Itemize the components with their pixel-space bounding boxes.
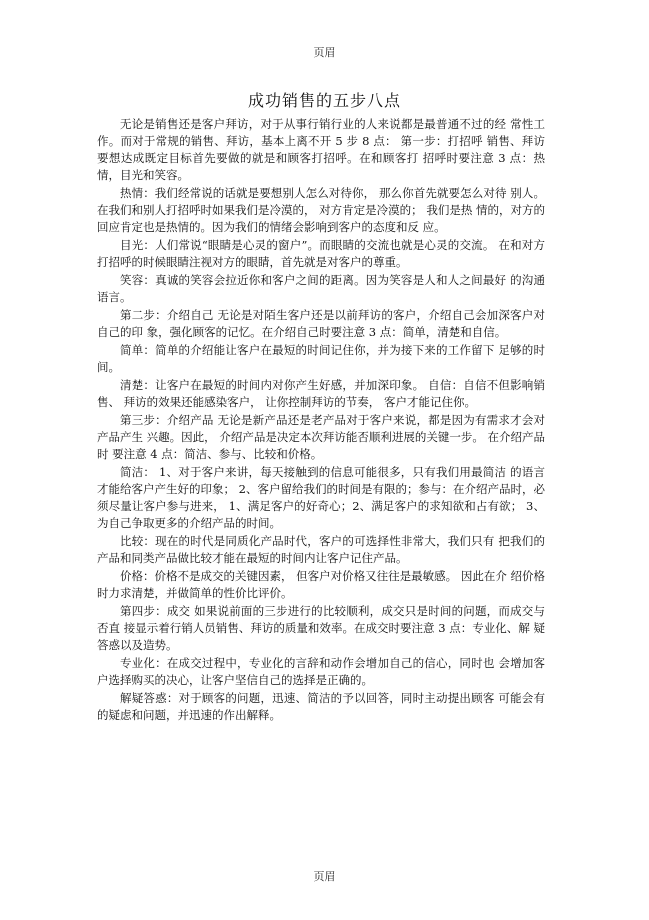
paragraph-smile: 笑容：真诚的笑容会拉近你和客户之间的距离。因为笑容是人和人之间最好 的沟通语言。 — [97, 273, 545, 304]
paragraph-concise-participation: 简洁： 1、对于客户来讲，每天接触到的信息可能很多，只有我们用最简洁 的语言才能给客户产生好的印象； 2、客户留给我们的时间是有限的；参与：在介绍产品时，必须尽量让客户参与进来， 1、满足客户的好奇心；2、满足客户的求知欲和占有欲； 3、为自己争取更多的介绍产品的时间。 — [97, 465, 545, 530]
paragraph-answer-questions: 解疑答惑：对于顾客的问题，迅速、简洁的予以回答，同时主动提出顾客 可能会有的疑虑和问题，并迅速的作出解释。 — [97, 691, 545, 722]
paragraph-simple: 简单：简单的介绍能让客户在最短的时间记住你，并为接下来的工作留下 足够的时间。 — [97, 343, 545, 374]
document-body — [97, 116, 545, 724]
paragraph-eye-contact: 目光：人们常说“眼睛是心灵的窗户”。而眼睛的交流也就是心灵的交流。 在和对方打招呼的时候眼睛注视对方的眼睛，首先就是对客户的尊重。 — [97, 238, 545, 269]
paragraph-intro: 无论是销售还是客户拜访，对于从事行销行业的人来说都是最普通不过的经 常性工作。而对于常规的销售、拜访，基本上离不开 5 步 8 点： 第一步：打招呼 销售、拜访要想达成既定目标首先要做的就是和顾客打招呼。在和顾客打 招呼时要注意 3 点：热情，目光和笑容。 — [97, 117, 545, 182]
paragraph-enthusiasm: 热情：我们经常说的话就是要想别人怎么对待你， 那么你首先就要怎么对待 别人。在我们和别人打招呼时如果我们是冷漠的， 对方肯定是冷漠的； 我们是热 情的，对方的回应肯定也是热情的。因为我们的情绪会影响到客户的态度和反 应。 — [97, 186, 545, 234]
paragraph-price: 价格：价格不是成交的关键因素， 但客户对价格又往往是最敏感。 因此在介 绍价格时力求清楚，并做简单的性价比评价。 — [97, 569, 545, 600]
paragraph-step-four: 第四步：成交 如果说前面的三步进行的比较顺利，成交只是时间的问题，而成交与否直 接显示着行销人员销售、拜访的质量和效率。在成交时要注意 3 点：专业化、解 疑答惑以及造势。 — [97, 604, 545, 652]
paragraph-clear-confident: 清楚：让客户在最短的时间内对你产生好感，并加深印象。 自信：自信不但影响销售、 拜访的效果还能感染客户， 让你控制拜访的节奏， 客户才能记住你。 — [97, 378, 545, 409]
page-header: 页眉 — [313, 46, 336, 59]
paragraph-comparison: 比较：现在的时代是同质化产品时代，客户的可选择性非常大，我们只有 把我们的产品和同类产品做比较才能在最短的时间内让客户记住产品。 — [97, 534, 545, 565]
document-title: 成功销售的五步八点 — [247, 91, 401, 110]
page-footer: 页眉 — [313, 870, 336, 883]
paragraph-step-two: 第二步：介绍自己 无论是对陌生客户还是以前拜访的客户，介绍自己会加深客户对自己的印 象，强化顾客的记忆。在介绍自己时要注意 3 点：简单，清楚和自信。 — [97, 308, 545, 339]
paragraph-professionalism: 专业化：在成交过程中，专业化的言辞和动作会增加自己的信心，同时也 会增加客户选择购买的决心，让客户坚信自己的选择是正确的。 — [97, 656, 545, 687]
paragraph-step-three: 第三步：介绍产品 无论是新产品还是老产品对于客户来说，都是因为有需求才会对产品产生 兴趣。因此， 介绍产品是决定本次拜访能否顺利进展的关键一步。 在介绍产品时 要注意 4 点：简洁、参与、比较和价格。 — [97, 413, 545, 461]
